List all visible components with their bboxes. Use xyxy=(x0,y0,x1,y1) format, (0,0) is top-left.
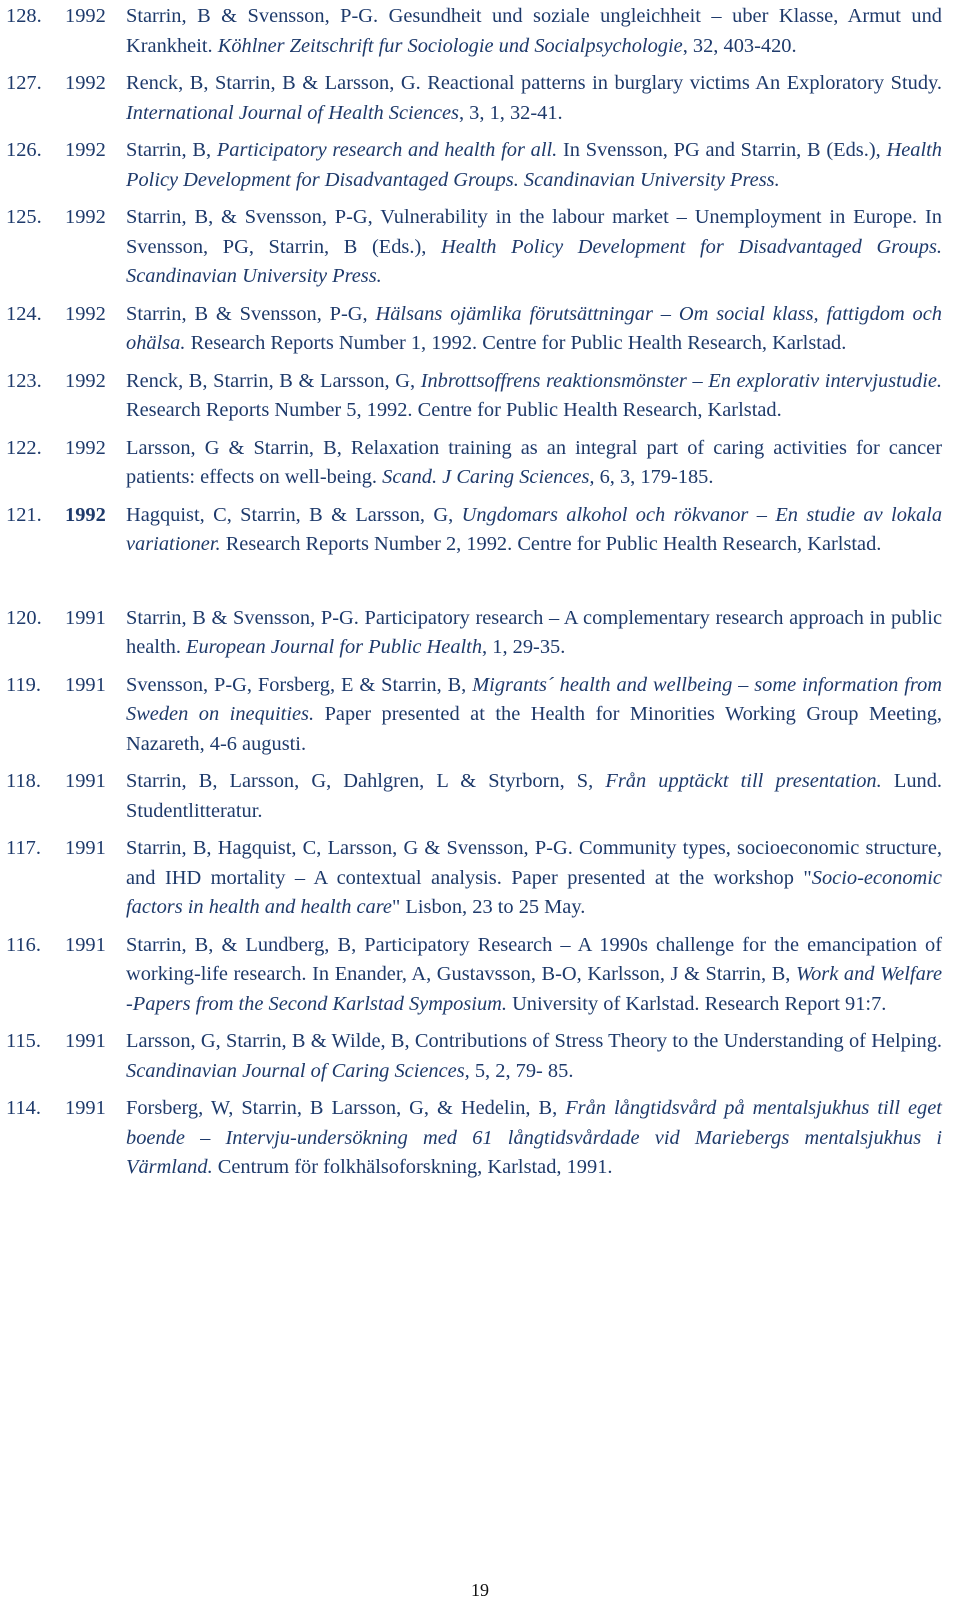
entry-title-italic: Health Policy Development for Disadvantaged Groups. Scandinavian University Press. xyxy=(126,139,942,191)
entry-title-italic: Hälsans ojämlika förutsättningar – Om social klass, fattigdom och ohälsa. xyxy=(126,302,942,354)
entry-text: " Lisbon, 23 to 25 May. xyxy=(391,896,586,918)
reference-entry xyxy=(0,834,960,923)
entry-title-italic: Scand. J Caring Sciences, xyxy=(382,466,595,488)
entry-number: 124. xyxy=(6,302,42,325)
entry-title-italic: International Journal of Health Sciences xyxy=(126,101,459,124)
entry-year: 1992 xyxy=(65,5,106,27)
reference-entry xyxy=(0,767,960,826)
entry-text: Larsson, G & Starrin, B, Relaxation training as an integral part of caring activities for cancer patients: effects on well-being. xyxy=(126,436,942,488)
entry-title-italic: European Journal for Public Health xyxy=(186,636,483,658)
entry-text: , 3, 1, 32-41. xyxy=(458,101,563,124)
entry-text: , 1, 29-35. xyxy=(482,636,566,658)
entry-title-italic: Köhlner Zeitschrift fur Sociologie und Socialpsychologie xyxy=(217,34,683,57)
entry-number: 118. xyxy=(6,770,41,792)
reference-entry xyxy=(0,69,960,128)
entry-number: 120. xyxy=(6,606,42,629)
entry-text: Starrin, B & Svensson, P-G. Gesundheit und soziale ungleichheit – uber Klasse, Armut und Krankheit. xyxy=(126,5,942,57)
reference-entry xyxy=(0,604,960,663)
entry-year: 1991 xyxy=(65,837,106,859)
entry-text: 5, 2, 79- 85. xyxy=(469,1059,574,1082)
entry-text: Forsberg, W, Starrin, B Larsson, G, & Hedelin, B, xyxy=(126,1097,566,1119)
page-number: 19 xyxy=(471,1580,489,1600)
reference-entry xyxy=(0,203,960,292)
entry-text: Starrin, B, Hagquist, C, Larsson, G & Svensson, P-G. Community types, socioeconomic structure, and IHD mortality – A contextual analysis. Paper presented at the workshop " xyxy=(126,837,942,889)
reference-entry xyxy=(0,136,960,195)
entry-text: 6, 3, 179-185. xyxy=(594,466,714,488)
entry-text: Starrin, B & Svensson, P-G. Participatory research – A complementary research approach in public health. xyxy=(126,606,942,658)
entry-text: Renck, B, Starrin, B & Larsson, G, xyxy=(126,369,421,392)
entry-number: 128. xyxy=(6,5,42,27)
entry-title-italic: Inbrottsoffrens reaktionsmönster – En explorativ intervjustudie. xyxy=(420,369,943,392)
reference-entry xyxy=(0,367,960,426)
entry-title-italic: Participatory research and health for all. xyxy=(216,139,558,161)
entry-number: 122. xyxy=(6,436,42,459)
entry-year: 1992 xyxy=(65,206,106,228)
reference-entry xyxy=(0,1094,960,1183)
entry-text: Starrin, B, xyxy=(126,139,217,161)
entry-text: Svensson, P-G, Forsberg, E & Starrin, B, xyxy=(126,673,473,696)
entry-text: Research Reports Number 5, 1992. Centre for Public Health Research, Karlstad. xyxy=(126,399,782,421)
entry-number: 117. xyxy=(6,837,41,859)
reference-entry xyxy=(0,671,960,760)
entry-text: Hagquist, C, Starrin, B & Larsson, G, xyxy=(126,503,462,526)
entry-text: , 32, 403-420. xyxy=(682,34,797,57)
entry-year: 1992 xyxy=(65,72,106,94)
entry-year: 1991 xyxy=(65,770,106,792)
reference-entry xyxy=(0,2,960,61)
entry-number: 123. xyxy=(6,369,42,392)
entry-number: 127. xyxy=(6,72,42,94)
entry-title-italic: Work and Welfare -Papers from the Second Karlstad Symposium. xyxy=(126,963,942,1015)
entry-title-italic: Socio-economic factors in health and health care xyxy=(126,866,942,918)
entry-year: 1992 xyxy=(65,369,106,392)
entry-text: Lund. Studentlitteratur. xyxy=(126,770,943,822)
entry-text: Paper presented at the Health for Minorities Working Group Meeting, Nazareth, 4-6 augusti. xyxy=(126,703,943,755)
reference-entry xyxy=(0,501,960,560)
entry-number: 121. xyxy=(6,503,42,526)
entry-year: 1992 xyxy=(65,436,106,459)
entry-number: 116. xyxy=(6,933,41,956)
entry-year: 1991 xyxy=(65,606,106,629)
entry-number: 119. xyxy=(6,673,41,696)
entry-text: Starrin, B, & Svensson, P-G, Vulnerability in the labour market – Unemployment in Europe. In Svensson, PG, Starrin, B (Eds.), xyxy=(126,206,942,258)
entry-text: Research Reports Number 1, 1992. Centre for Public Health Research, Karlstad. xyxy=(185,332,847,354)
entry-text: Centrum för folkhälsoforskning, Karlstad, 1991. xyxy=(212,1156,613,1178)
entry-text: Renck, B, Starrin, B & Larsson, G. Reactional patterns in burglary victims An Exploratory Study. xyxy=(126,72,942,94)
entry-year: 1991 xyxy=(65,1097,106,1119)
entry-title-italic: Health Policy Development for Disadvantaged Groups. Scandinavian University Press. xyxy=(126,235,942,287)
entry-number: 114. xyxy=(6,1097,41,1119)
reference-entry xyxy=(0,931,960,1020)
entry-title-italic: Scandinavian Journal of Caring Sciences, xyxy=(126,1059,470,1082)
reference-entry xyxy=(0,434,960,493)
entry-number: 115. xyxy=(6,1030,41,1052)
reference-entry xyxy=(0,300,960,359)
reference-list xyxy=(0,2,960,1191)
entry-year: 1992 xyxy=(65,503,106,526)
entry-text: Starrin, B, Larsson, G, Dahlgren, L & Styrborn, S, xyxy=(126,770,606,792)
entry-title-italic: Från långtidsvård på mentalsjukhus till eget boende – Intervju-undersökning med 61 långtidsvårdade vid Mariebergs mentalsjukhus i Värmland. xyxy=(126,1097,942,1178)
entry-year: 1991 xyxy=(65,673,106,696)
entry-text: Larsson, G, Starrin, B & Wilde, B, Contributions of Stress Theory to the Understanding of Helping. xyxy=(126,1030,942,1052)
entry-year: 1992 xyxy=(65,139,106,161)
entry-year: 1992 xyxy=(65,302,106,325)
entry-text: University of Karlstad. Research Report 91:7. xyxy=(506,992,887,1015)
entry-year: 1991 xyxy=(65,1030,106,1052)
entry-text: Starrin, B, & Lundberg, B, Participatory Research – A 1990s challenge for the emancipation of working-life research. In Enander, A, Gustavsson, B-O, Karlsson, J & Starrin, B, xyxy=(126,933,942,985)
entry-text: Starrin, B & Svensson, P-G, xyxy=(126,302,376,325)
entry-number: 125. xyxy=(6,206,42,228)
reference-entry xyxy=(0,1027,960,1086)
entry-title-italic: Från upptäckt till presentation. xyxy=(605,770,882,792)
entry-text: In Svensson, PG and Starrin, B (Eds.), xyxy=(557,139,887,161)
entry-text: Research Reports Number 2, 1992. Centre for Public Health Research, Karlstad. xyxy=(220,533,882,555)
entry-title-italic: Ungdomars alkohol och rökvanor – En studie av lokala variationer. xyxy=(126,503,943,555)
entry-number: 126. xyxy=(6,139,42,161)
entry-title-italic: Migrants´ health and wellbeing – some information from Sweden on inequities. xyxy=(126,673,943,725)
entry-year: 1991 xyxy=(65,933,106,956)
